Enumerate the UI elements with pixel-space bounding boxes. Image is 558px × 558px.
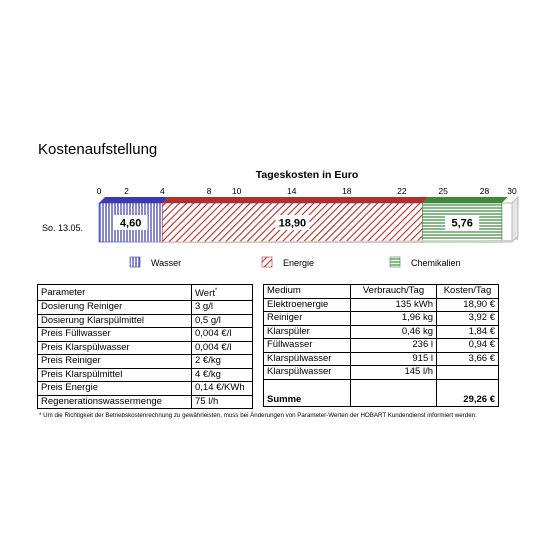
table-row	[38, 341, 253, 355]
parameter-name: Preis Füllwasser	[38, 328, 192, 342]
parameter-value: 4 €/kg	[192, 368, 253, 382]
usage-value: 145 l/h	[351, 366, 437, 380]
header-medium: Medium	[264, 285, 351, 299]
table-row	[264, 298, 499, 312]
x-tick-label: 30	[507, 186, 517, 196]
table-row	[264, 339, 499, 353]
header-parameter: Parameter	[38, 285, 192, 301]
table-row	[264, 312, 499, 326]
parameter-value: 0,14 €/KWh	[192, 382, 253, 396]
medium-name: Elektroenergie	[264, 298, 351, 312]
table-row	[264, 352, 499, 366]
table-row	[38, 328, 253, 342]
cost-value: 18,90 €	[437, 298, 499, 312]
parameter-value: 0,5 g/l	[192, 314, 253, 328]
legend-label: Wasser	[151, 258, 182, 268]
parameter-value: 2 €/kg	[192, 355, 253, 369]
medium-cost-table	[263, 284, 499, 407]
bar-group	[99, 197, 518, 242]
usage-value: 236 l	[351, 339, 437, 353]
data-label: 18,90	[278, 217, 307, 230]
usage-value: 135 kWh	[351, 298, 437, 312]
usage-value: 0,46 kg	[351, 325, 437, 339]
legend	[130, 257, 461, 268]
parameter-name: Dosierung Klarspülmittel	[38, 314, 192, 328]
section-title: Kostenaufstellung	[38, 141, 158, 158]
footnote-marker: *	[214, 288, 218, 294]
medium-name: Klarspülwasser	[264, 352, 351, 366]
cost-value: 3,66 €	[437, 352, 499, 366]
legend-swatch	[390, 257, 400, 267]
bar-top-face	[162, 197, 428, 203]
x-tick-label: 28	[479, 186, 490, 196]
medium-name: Klarspülwasser	[264, 366, 351, 380]
legend-swatch	[130, 257, 140, 267]
header-usage: Verbrauch/Tag	[351, 285, 437, 299]
x-tick-label: 4	[159, 186, 165, 196]
x-tick-label: 8	[206, 186, 212, 196]
x-axis-ticks	[97, 186, 517, 196]
table-row	[38, 382, 253, 396]
header-value: Wert*	[192, 285, 253, 301]
table-row	[38, 368, 253, 382]
data-label: 5,76	[451, 217, 473, 230]
table-row	[38, 395, 253, 409]
bar-top-face	[423, 197, 508, 203]
parameter-name: Dosierung Reiniger	[38, 301, 192, 315]
cost-value: 0,94 €	[437, 339, 499, 353]
table-row	[38, 301, 253, 315]
parameter-value: 0,004 €/l	[192, 341, 253, 355]
parameter-name: Preis Reiniger	[38, 355, 192, 369]
parameter-name: Regenerationswassermenge	[38, 395, 192, 409]
usage-value: 915 l	[351, 352, 437, 366]
cost-value: 1,84 €	[437, 325, 499, 339]
table-row	[264, 366, 499, 380]
parameter-table	[37, 284, 253, 409]
bar-side-face	[512, 197, 518, 242]
footnote: * Um die Richtigkeit der Betriebskostenrechnung zu gewährleisten, muss bei Änderungen von Parameter-Werten der HOBART Kundendienst informiert werden.	[39, 412, 477, 419]
table-row	[38, 355, 253, 369]
cost-value	[437, 366, 499, 380]
medium-name: Füllwasser	[264, 339, 351, 353]
usage-value: 1,96 kg	[351, 312, 437, 326]
parameter-name: Preis Klarspülmittel	[38, 368, 192, 382]
x-tick-label: 18	[342, 186, 352, 196]
category-label: So. 13.05.	[41, 223, 83, 233]
parameter-name: Preis Energie	[38, 382, 192, 396]
legend-swatch	[262, 257, 272, 267]
x-tick-label: 10	[231, 186, 242, 196]
x-tick-label: 2	[124, 186, 129, 196]
header-cost: Kosten/Tag	[437, 285, 499, 299]
table-row	[38, 314, 253, 328]
table-header-row	[38, 285, 253, 301]
parameter-value: 3 g/l	[192, 301, 253, 315]
data-label: 4,60	[119, 217, 142, 230]
bar-track	[502, 203, 512, 242]
legend-label: Energie	[283, 258, 315, 268]
medium-name: Reiniger	[264, 312, 351, 326]
x-tick-label: 0	[96, 186, 102, 196]
sum-label: Summe	[264, 379, 351, 406]
sum-value: 29,26 €	[437, 379, 499, 406]
sum-spacer	[351, 379, 437, 406]
x-tick-label: 25	[438, 186, 448, 196]
legend-label: Chemikalien	[411, 258, 461, 268]
parameter-name: Preis Klarspülwasser	[38, 341, 192, 355]
x-tick-label: 14	[286, 186, 297, 196]
x-tick-label: 22	[397, 186, 407, 196]
table-row	[264, 325, 499, 339]
sum-row	[264, 379, 499, 406]
chart-title: Tageskosten in Euro	[255, 169, 359, 181]
parameter-value: 0,004 €/l	[192, 328, 253, 342]
parameter-value: 75 l/h	[192, 395, 253, 409]
cost-value: 3,92 €	[437, 312, 499, 326]
bar-top-face	[99, 197, 168, 203]
table-header-row	[264, 285, 499, 299]
medium-name: Klarspüler	[264, 325, 351, 339]
